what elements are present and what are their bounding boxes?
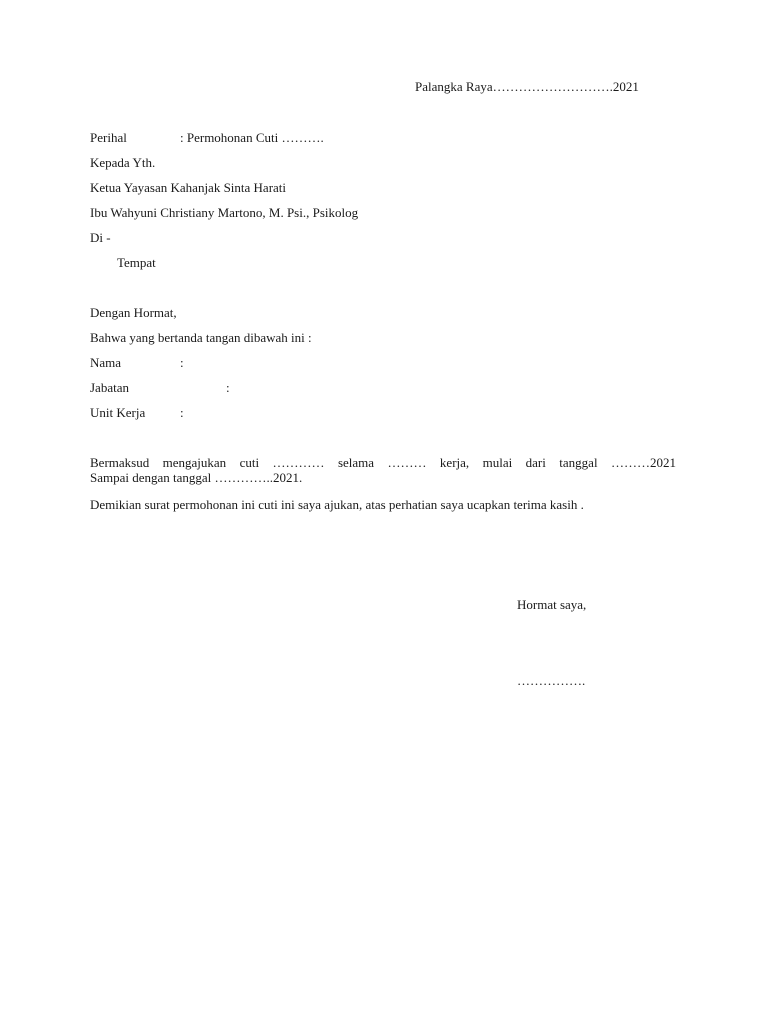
recipient-di: Di - (90, 230, 111, 245)
field-jabatan (90, 380, 230, 395)
field-nama (90, 355, 184, 370)
subject-label: Perihal (90, 130, 127, 145)
field-nama-label: Nama (90, 355, 122, 370)
field-jabatan-sep: : (226, 380, 230, 395)
field-nama-sep: : (180, 355, 184, 370)
recipient-greeting: Kepada Yth. (90, 155, 156, 170)
closing-line: Demikian surat permohonan ini cuti ini saya ajukan, atas perhatian saya ucapkan terima kasih . (90, 497, 584, 512)
recipient-position: Ketua Yayasan Kahanjak Sinta Harati (90, 180, 287, 195)
date-line: Palangka Raya……………………….2021 (415, 79, 639, 94)
recipient-place: Tempat (117, 255, 156, 270)
request-line-1: Bermaksud mengajukan cuti ………… selama ……… kerja, mulai dari tanggal ………2021 (90, 455, 676, 470)
request-paragraph (90, 455, 676, 485)
salutation: Dengan Hormat, (90, 305, 177, 320)
subject-value: : Permohonan Cuti ………. (180, 130, 324, 145)
request-line-2: Sampai dengan tanggal …………..2021. (90, 470, 303, 485)
field-unit-kerja-sep: : (180, 405, 184, 420)
field-unit-kerja-label: Unit Kerja (90, 405, 146, 420)
intro-line: Bahwa yang bertanda tangan dibawah ini : (90, 330, 312, 345)
signature-name-placeholder: ……………. (517, 673, 586, 688)
field-unit-kerja (90, 405, 184, 420)
subject-line (90, 130, 324, 145)
signature-regards: Hormat saya, (517, 597, 587, 612)
field-jabatan-label: Jabatan (90, 380, 129, 395)
recipient-name: Ibu Wahyuni Christiany Martono, M. Psi., Psikolog (90, 205, 359, 220)
